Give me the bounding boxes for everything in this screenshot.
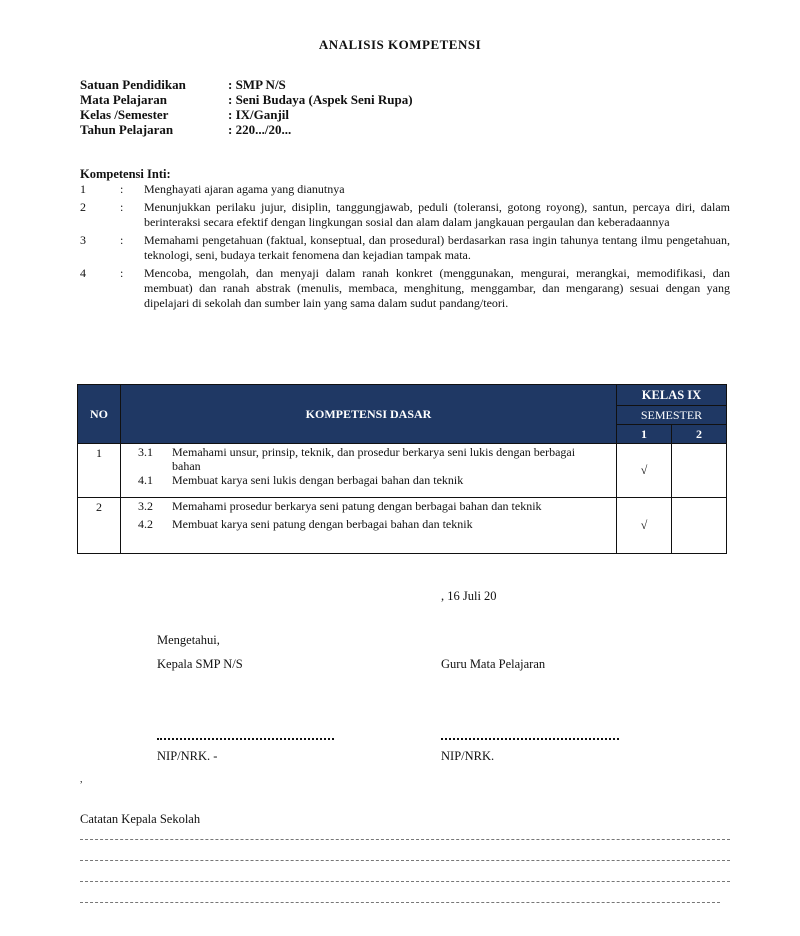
kompetensi-inti-list	[80, 182, 730, 314]
acknowledged-label: Mengetahui,	[157, 633, 220, 647]
header-semester: SEMESTER	[617, 406, 727, 425]
header-kompetensi-dasar: KOMPETENSI DASAR	[121, 385, 617, 444]
nip-right: NIP/NRK.	[441, 749, 495, 763]
list-item	[80, 266, 730, 311]
semester-2-check	[672, 444, 727, 498]
meta-label: Satuan Pendidikan	[80, 77, 186, 92]
row-number: 2	[78, 498, 121, 554]
meta-value: : Seni Budaya (Aspek Seni Rupa)	[228, 92, 413, 107]
item-number: 1	[80, 182, 86, 196]
item-colon: :	[120, 266, 124, 280]
notes-line	[80, 860, 730, 861]
kd-line	[122, 445, 615, 473]
kd-code: 3.1	[138, 445, 153, 459]
kd-code: 4.1	[138, 473, 153, 487]
list-item	[80, 182, 730, 197]
notes-line	[80, 902, 720, 903]
kd-text: Memahami unsur, prinsip, teknik, dan prosedur berkarya seni lukis dengan berbagai bahan	[172, 445, 576, 473]
meta-value: : SMP N/S	[228, 77, 286, 92]
signature-left-block	[157, 628, 243, 676]
semester-2-check	[672, 498, 727, 554]
semester-1-check: √	[617, 444, 672, 498]
signature-line-right	[441, 738, 619, 740]
item-colon: :	[120, 200, 124, 214]
kd-code: 4.2	[138, 517, 153, 531]
signature-date: , 16 Juli 20	[441, 589, 497, 603]
kompetensi-inti-heading: Kompetensi Inti:	[80, 167, 171, 181]
meta-row	[80, 92, 413, 107]
item-text: Memahami pengetahuan (faktual, konseptual, dan prosedural) berdasarkan rasa ingin tahunya tentang ilmu pengetahuan, teknologi, seni, budaya terkait fenomena dan kejadian tampak mata.	[144, 233, 730, 262]
meta-label: Kelas /Semester	[80, 107, 169, 122]
row-kompetensi	[121, 444, 617, 498]
item-text: Menunjukkan perilaku jujur, disiplin, tanggungjawab, peduli (toleransi, gotong royong), santun, percaya diri, dalam berinteraksi secara efektif dengan lingkungan sosial dan alam dalam jangkauan pergaulan dan keberadaannya	[144, 200, 730, 229]
kompetensi-dasar-table	[77, 384, 727, 554]
notes-label: Catatan Kepala Sekolah	[80, 812, 201, 826]
notes-line	[80, 881, 730, 882]
signature-line-left	[157, 738, 334, 740]
stray-mark: ,	[80, 774, 83, 785]
kd-line	[122, 499, 615, 513]
kd-line	[122, 517, 615, 531]
item-colon: :	[120, 233, 124, 247]
list-item	[80, 200, 730, 230]
item-number: 3	[80, 233, 86, 247]
kd-code: 3.2	[138, 499, 153, 513]
kd-text: Membuat karya seni lukis dengan berbagai bahan dan teknik	[172, 473, 464, 487]
meta-row	[80, 107, 413, 122]
identity-block	[80, 77, 413, 137]
notes-line	[80, 839, 730, 840]
item-number: 4	[80, 266, 86, 280]
header-semester-2: 2	[672, 425, 727, 444]
meta-value: : IX/Ganjil	[228, 107, 290, 122]
principal-title: Kepala SMP N/S	[157, 657, 243, 671]
item-text: Mencoba, mengolah, dan menyaji dalam ranah konkret (menggunakan, mengurai, merangkai, memodifikasi, dan membuat) dan ranah abstrak (menulis, membaca, menghitung, menggambar, dan mengarang) sesuai dengan yang dipelajari di sekolah dan sumber lain yang sama dalam sudut pandang/teori.	[144, 266, 730, 310]
kd-line	[122, 473, 615, 487]
table-header-row	[78, 385, 727, 406]
header-kelas: KELAS IX	[617, 385, 727, 406]
table-row	[78, 498, 727, 554]
item-text: Menghayati ajaran agama yang dianutnya	[144, 182, 345, 196]
semester-1-check: √	[617, 498, 672, 554]
row-number: 1	[78, 444, 121, 498]
meta-row	[80, 122, 413, 137]
meta-label: Tahun Pelajaran	[80, 122, 174, 137]
meta-label: Mata Pelajaran	[80, 92, 168, 107]
signature-right-block	[441, 652, 545, 676]
item-number: 2	[80, 200, 86, 214]
kd-text: Memahami prosedur berkarya seni patung dengan berbagai bahan dan teknik	[172, 499, 542, 513]
table-row	[78, 444, 727, 498]
header-semester-1: 1	[617, 425, 672, 444]
header-no: NO	[78, 385, 121, 444]
kd-text: Membuat karya seni patung dengan berbagai bahan dan teknik	[172, 517, 473, 531]
page-title: ANALISIS KOMPETENSI	[318, 37, 482, 52]
teacher-title: Guru Mata Pelajaran	[441, 657, 546, 671]
meta-row	[80, 77, 413, 92]
nip-left: NIP/NRK. -	[157, 749, 218, 763]
meta-value: : 220.../20...	[228, 122, 292, 137]
item-colon: :	[120, 182, 124, 196]
row-kompetensi	[121, 498, 617, 554]
list-item	[80, 233, 730, 263]
